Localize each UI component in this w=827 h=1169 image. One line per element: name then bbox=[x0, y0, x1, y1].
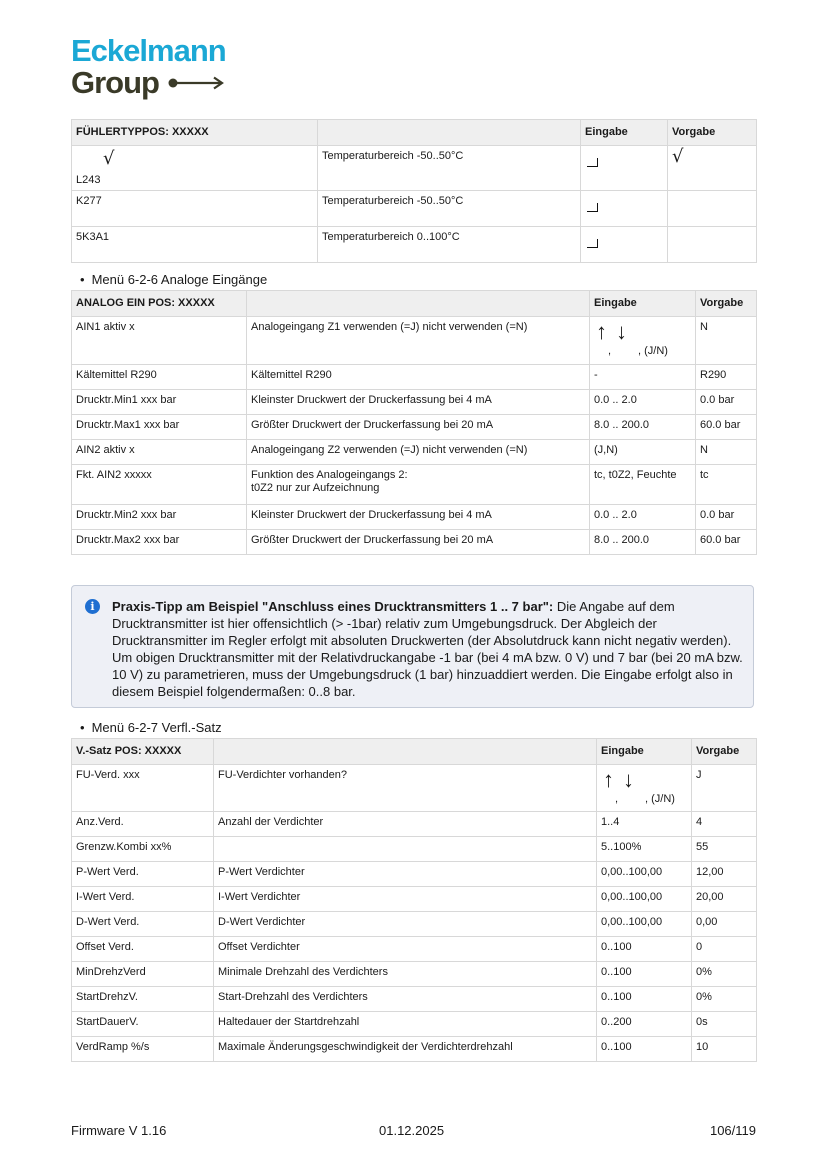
analog-input-table bbox=[71, 290, 757, 555]
table-row bbox=[72, 440, 757, 465]
table-cell: Analogeingang Z2 verwenden (=J) nicht verwenden (=N) bbox=[247, 440, 590, 465]
table-cell: - bbox=[590, 365, 696, 390]
table-cell: Fkt. AIN2 xxxxx bbox=[72, 465, 247, 505]
table-cell: StartDauerV. bbox=[72, 1012, 214, 1037]
table-cell: N bbox=[696, 317, 757, 365]
table-cell: Start-Drehzahl des Verdichters bbox=[214, 987, 597, 1012]
table-cell: Offset Verdichter bbox=[214, 937, 597, 962]
table-cell bbox=[668, 191, 757, 227]
yes-no-label: , (J/N) bbox=[645, 793, 675, 805]
table-cell: 0% bbox=[692, 962, 757, 987]
table-cell: J bbox=[692, 765, 757, 812]
table-cell: tc bbox=[696, 465, 757, 505]
table-cell: Anzahl der Verdichter bbox=[214, 812, 597, 837]
table-header-cell: Eingabe bbox=[590, 291, 696, 317]
section-heading: • Menü 6-2-7 Verfl.-Satz bbox=[80, 720, 222, 735]
table-cell: Kältemittel R290 bbox=[247, 365, 590, 390]
table-cell: Drucktr.Max1 xxx bar bbox=[72, 415, 247, 440]
table-cell: Temperaturbereich -50..50°C bbox=[318, 146, 581, 191]
table-cell: tc, t0Z2, Feuchte bbox=[590, 465, 696, 505]
table-cell: ↑ , ↓ , (J/N) bbox=[597, 765, 692, 812]
logo-line2: Group bbox=[71, 65, 159, 100]
table-cell bbox=[581, 227, 668, 263]
table-header-row bbox=[72, 120, 757, 146]
table-row bbox=[72, 465, 757, 505]
table-cell: VerdRamp %/s bbox=[72, 1037, 214, 1062]
table-row bbox=[72, 962, 757, 987]
table-header-cell bbox=[318, 120, 581, 146]
table-row bbox=[72, 987, 757, 1012]
table-header-row bbox=[72, 291, 757, 317]
table-row bbox=[72, 505, 757, 530]
arrow-right-icon bbox=[167, 76, 225, 90]
table-cell: 0,00 bbox=[692, 912, 757, 937]
section-heading: • Menü 6-2-6 Analoge Eingänge bbox=[80, 272, 267, 287]
table-cell: (J,N) bbox=[590, 440, 696, 465]
table-cell: 0..200 bbox=[597, 1012, 692, 1037]
table-cell: 0 bbox=[692, 937, 757, 962]
param-name: L243 bbox=[76, 174, 101, 186]
table-cell: Minimale Drehzahl des Verdichters bbox=[214, 962, 597, 987]
tip-body: Die Angabe auf dem Drucktransmitter ist hier offensichtlich (> -1bar) relativ zum Umgebungsdruck. Der Abgleich der Drucktransmitter im Regler erfolgt mit absoluten Druckwerten (der Absolutdruck kann nicht negativ werden). Um obigen Drucktransmitter mit der Relativdruckangabe -1 bar (bei 4 mA bzw. 0 V) und 7 bar (bei 20 mA bzw. 10 V) zu parametrieren, muss der Umgebungsdruck (1 bar) hinzuaddiert werden. Die Eingabe erfolgt also in diesem Beispiel folgendermaßen: 0..8 bar. bbox=[112, 599, 743, 699]
table-row bbox=[72, 146, 757, 191]
table-cell: 0,00..100,00 bbox=[597, 862, 692, 887]
table-header-cell: Eingabe bbox=[597, 739, 692, 765]
arrow-down-icon: ↓ bbox=[616, 319, 627, 344]
return-key-icon bbox=[587, 158, 598, 167]
table-cell: D-Wert Verd. bbox=[72, 912, 214, 937]
table-cell: 20,00 bbox=[692, 887, 757, 912]
footer-page-number: 106/119 bbox=[709, 1123, 756, 1138]
table-cell: Drucktr.Max2 xxx bar bbox=[72, 530, 247, 555]
table-row bbox=[72, 390, 757, 415]
table-cell: 0.0 bar bbox=[696, 505, 757, 530]
table-cell: 0.0 .. 2.0 bbox=[590, 505, 696, 530]
table-row bbox=[72, 227, 757, 263]
table-cell: MinDrehzVerd bbox=[72, 962, 214, 987]
table-cell: 0..100 bbox=[597, 1037, 692, 1062]
table-cell: 5..100% bbox=[597, 837, 692, 862]
table-header-cell: ANALOG EIN POS: XXXXX bbox=[72, 291, 247, 317]
table-cell: 60.0 bar bbox=[696, 530, 757, 555]
table-cell: AIN2 aktiv x bbox=[72, 440, 247, 465]
table-row bbox=[72, 317, 757, 365]
table-row bbox=[72, 1037, 757, 1062]
table-cell: I-Wert Verd. bbox=[72, 887, 214, 912]
table-header-cell: Vorgabe bbox=[692, 739, 757, 765]
table-cell: Temperaturbereich -50..50°C bbox=[318, 191, 581, 227]
footer-firmware: Firmware V 1.16 bbox=[71, 1123, 167, 1138]
table-cell: 1..4 bbox=[597, 812, 692, 837]
table-row bbox=[72, 837, 757, 862]
cell-line: Funktion des Analogeingangs 2: bbox=[251, 469, 408, 481]
tip-text bbox=[112, 598, 747, 700]
table-cell: 8.0 .. 200.0 bbox=[590, 415, 696, 440]
table-row bbox=[72, 191, 757, 227]
arrow-up-icon: ↑ bbox=[603, 767, 614, 792]
table-cell: K277 bbox=[72, 191, 318, 227]
logo-line1: Eckelmann bbox=[71, 33, 226, 68]
table-cell bbox=[247, 465, 590, 505]
table-cell: 60.0 bar bbox=[696, 415, 757, 440]
table-cell: Offset Verd. bbox=[72, 937, 214, 962]
table-row bbox=[72, 365, 757, 390]
table-row bbox=[72, 1012, 757, 1037]
table-cell: 0..100 bbox=[597, 937, 692, 962]
table-cell: FU-Verd. xxx bbox=[72, 765, 214, 812]
compressor-set-table bbox=[71, 738, 757, 1062]
table-cell: 0s bbox=[692, 1012, 757, 1037]
table-header-cell bbox=[214, 739, 597, 765]
return-key-icon bbox=[587, 239, 598, 248]
table-cell: ↑ , ↓ , (J/N) bbox=[590, 317, 696, 365]
table-row bbox=[72, 530, 757, 555]
table-header-cell: Vorgabe bbox=[668, 120, 757, 146]
table-cell bbox=[581, 146, 668, 191]
return-key-icon bbox=[587, 203, 598, 212]
arrow-down-icon: ↓ bbox=[623, 767, 634, 792]
table-cell: Maximale Änderungsgeschwindigkeit der Verdichterdrehzahl bbox=[214, 1037, 597, 1062]
table-cell: 4 bbox=[692, 812, 757, 837]
sensor-type-table bbox=[71, 119, 757, 263]
table-header-cell: Vorgabe bbox=[696, 291, 757, 317]
yes-no-label: , (J/N) bbox=[638, 345, 668, 357]
table-cell: StartDrehzV. bbox=[72, 987, 214, 1012]
table-cell bbox=[668, 146, 757, 191]
table-cell: AIN1 aktiv x bbox=[72, 317, 247, 365]
table-cell: Grenzw.Kombi xx% bbox=[72, 837, 214, 862]
table-cell: R290 bbox=[696, 365, 757, 390]
arrow-up-icon: ↑ bbox=[596, 319, 607, 344]
practice-tip-box bbox=[71, 585, 754, 708]
table-cell: 0.0 bar bbox=[696, 390, 757, 415]
table-cell: I-Wert Verdichter bbox=[214, 887, 597, 912]
table-cell: D-Wert Verdichter bbox=[214, 912, 597, 937]
table-cell: Kleinster Druckwert der Druckerfassung bei 4 mA bbox=[247, 505, 590, 530]
table-cell: Kältemittel R290 bbox=[72, 365, 247, 390]
table-cell: P-Wert Verd. bbox=[72, 862, 214, 887]
table-cell: Temperaturbereich 0..100°C bbox=[318, 227, 581, 263]
table-cell: 0% bbox=[692, 987, 757, 1012]
table-cell: 10 bbox=[692, 1037, 757, 1062]
table-cell: 0.0 .. 2.0 bbox=[590, 390, 696, 415]
table-row bbox=[72, 862, 757, 887]
table-cell bbox=[581, 191, 668, 227]
table-header-cell: V.-Satz POS: XXXXX bbox=[72, 739, 214, 765]
table-cell: 0..100 bbox=[597, 962, 692, 987]
table-row bbox=[72, 765, 757, 812]
table-cell bbox=[214, 837, 597, 862]
table-cell: 0,00..100,00 bbox=[597, 887, 692, 912]
table-cell: Haltedauer der Startdrehzahl bbox=[214, 1012, 597, 1037]
info-icon: i bbox=[85, 599, 100, 614]
table-cell: Analogeingang Z1 verwenden (=J) nicht verwenden (=N) bbox=[247, 317, 590, 365]
table-cell: FU-Verdichter vorhanden? bbox=[214, 765, 597, 812]
table-cell: 5K3A1 bbox=[72, 227, 318, 263]
table-cell: Drucktr.Min2 xxx bar bbox=[72, 505, 247, 530]
table-row bbox=[72, 812, 757, 837]
tip-title: Praxis-Tipp am Beispiel "Anschluss eines Drucktransmitters 1 .. 7 bar": bbox=[112, 599, 554, 614]
table-cell: 0..100 bbox=[597, 987, 692, 1012]
table-cell: Kleinster Druckwert der Druckerfassung bei 4 mA bbox=[247, 390, 590, 415]
check-root-icon: √ bbox=[672, 146, 684, 167]
table-cell: Anz.Verd. bbox=[72, 812, 214, 837]
table-cell: 12,00 bbox=[692, 862, 757, 887]
table-cell: Drucktr.Min1 xxx bar bbox=[72, 390, 247, 415]
table-cell: P-Wert Verdichter bbox=[214, 862, 597, 887]
table-row bbox=[72, 912, 757, 937]
company-logo bbox=[71, 33, 226, 100]
table-header-row bbox=[72, 739, 757, 765]
table-row bbox=[72, 887, 757, 912]
table-header-cell: Eingabe bbox=[581, 120, 668, 146]
table-cell: Größter Druckwert der Druckerfassung bei 20 mA bbox=[247, 530, 590, 555]
table-cell: 55 bbox=[692, 837, 757, 862]
check-root-icon: √ bbox=[103, 148, 115, 169]
table-header-cell: FÜHLERTYPPOS: XXXXX bbox=[72, 120, 318, 146]
table-cell bbox=[668, 227, 757, 263]
table-cell: 8.0 .. 200.0 bbox=[590, 530, 696, 555]
table-header-cell bbox=[247, 291, 590, 317]
table-row bbox=[72, 415, 757, 440]
table-cell bbox=[72, 146, 318, 191]
footer-date: 01.12.2025 bbox=[379, 1123, 445, 1138]
table-cell: N bbox=[696, 440, 757, 465]
table-cell: Größter Druckwert der Druckerfassung bei 20 mA bbox=[247, 415, 590, 440]
cell-line: t0Z2 nur zur Aufzeichnung bbox=[251, 482, 380, 494]
table-cell: 0,00..100,00 bbox=[597, 912, 692, 937]
table-row bbox=[72, 937, 757, 962]
